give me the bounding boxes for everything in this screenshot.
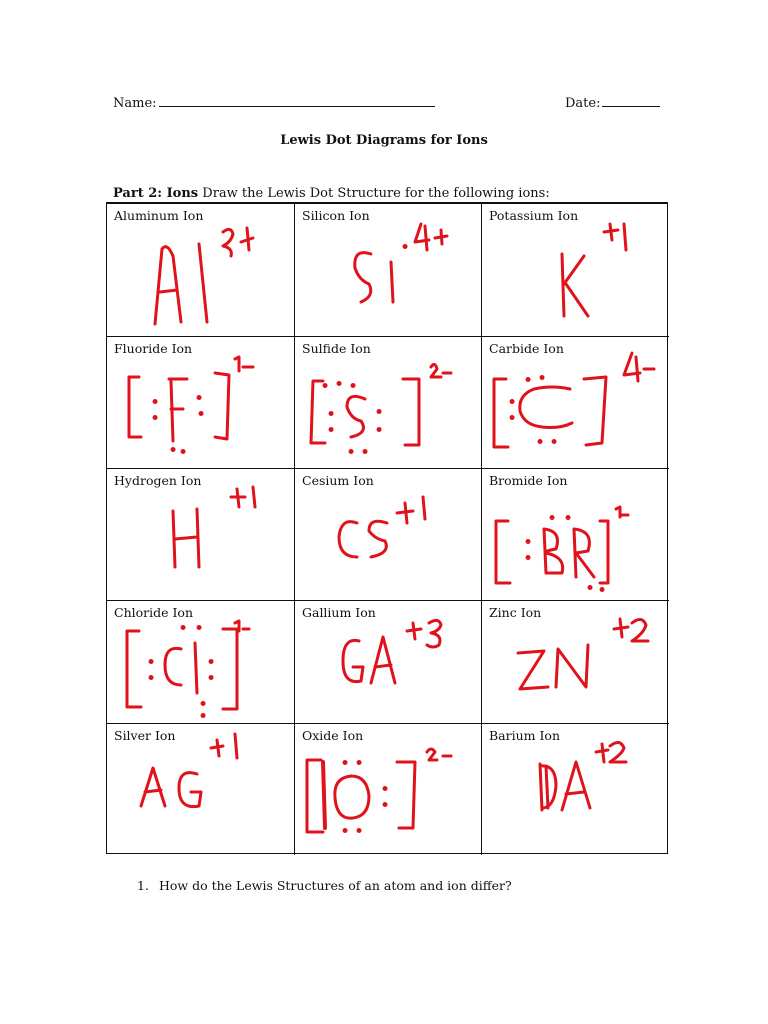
date-label: Date: xyxy=(565,96,601,111)
handwritten-answer xyxy=(107,724,295,855)
handwritten-answer xyxy=(482,469,669,601)
question-text: How do the Lewis Structures of an atom and ion differ? xyxy=(159,878,512,893)
cell-bromide-ion xyxy=(482,469,669,601)
cell-gallium-ion xyxy=(295,601,482,724)
cell-silver-ion xyxy=(107,724,295,855)
handwritten-answer xyxy=(107,601,295,724)
name-label: Name: xyxy=(113,96,157,111)
cell-zinc-ion xyxy=(482,601,669,724)
cell-chloride-ion xyxy=(107,601,295,724)
cell-label: Barium Ion xyxy=(489,728,561,743)
name-field xyxy=(113,94,435,111)
handwritten-answer xyxy=(295,204,482,337)
cell-potassium-ion xyxy=(482,204,669,337)
instructions-text: Draw the Lewis Dot Structure for the following ions: xyxy=(202,186,550,201)
name-blank[interactable] xyxy=(159,94,435,107)
cell-fluoride-ion xyxy=(107,337,295,469)
cell-hydrogen-ion xyxy=(107,469,295,601)
cell-label: Silicon Ion xyxy=(302,208,370,223)
cell-cesium-ion xyxy=(295,469,482,601)
cell-carbide-ion xyxy=(482,337,669,469)
cell-label: Potassium Ion xyxy=(489,208,579,223)
cell-label: Fluoride Ion xyxy=(114,341,193,356)
question-number: 1. xyxy=(137,878,149,893)
cell-label: Carbide Ion xyxy=(489,341,564,356)
cell-label: Gallium Ion xyxy=(302,605,376,620)
cell-label: Silver Ion xyxy=(114,728,176,743)
cell-barium-ion xyxy=(482,724,669,855)
handwritten-answer xyxy=(107,469,295,601)
handwritten-answer xyxy=(295,724,482,855)
part-label: Part 2: Ions xyxy=(113,186,199,201)
cell-label: Hydrogen Ion xyxy=(114,473,202,488)
cell-oxide-ion xyxy=(295,724,482,855)
page-title: Lewis Dot Diagrams for Ions xyxy=(280,133,488,148)
cell-aluminum-ion xyxy=(107,204,295,337)
date-field xyxy=(565,94,660,111)
cell-label: Cesium Ion xyxy=(302,473,374,488)
handwritten-answer xyxy=(107,337,295,469)
handwritten-answer xyxy=(295,601,482,724)
ion-grid xyxy=(106,203,668,854)
cell-label: Chloride Ion xyxy=(114,605,193,620)
cell-label: Aluminum Ion xyxy=(114,208,204,223)
handwritten-answer xyxy=(482,337,669,469)
handwritten-answer xyxy=(482,204,669,337)
cell-label: Oxide Ion xyxy=(302,728,364,743)
question-1 xyxy=(137,878,512,893)
handwritten-answer xyxy=(295,469,482,601)
handwritten-answer xyxy=(482,601,669,724)
handwritten-answer xyxy=(107,204,295,337)
cell-label: Bromide Ion xyxy=(489,473,568,488)
handwritten-answer xyxy=(482,724,669,855)
date-blank[interactable] xyxy=(602,94,660,107)
cell-label: Sulfide Ion xyxy=(302,341,371,356)
instructions xyxy=(113,186,550,201)
cell-label: Zinc Ion xyxy=(489,605,542,620)
cell-sulfide-ion xyxy=(295,337,482,469)
cell-silicon-ion xyxy=(295,204,482,337)
handwritten-answer xyxy=(295,337,482,469)
